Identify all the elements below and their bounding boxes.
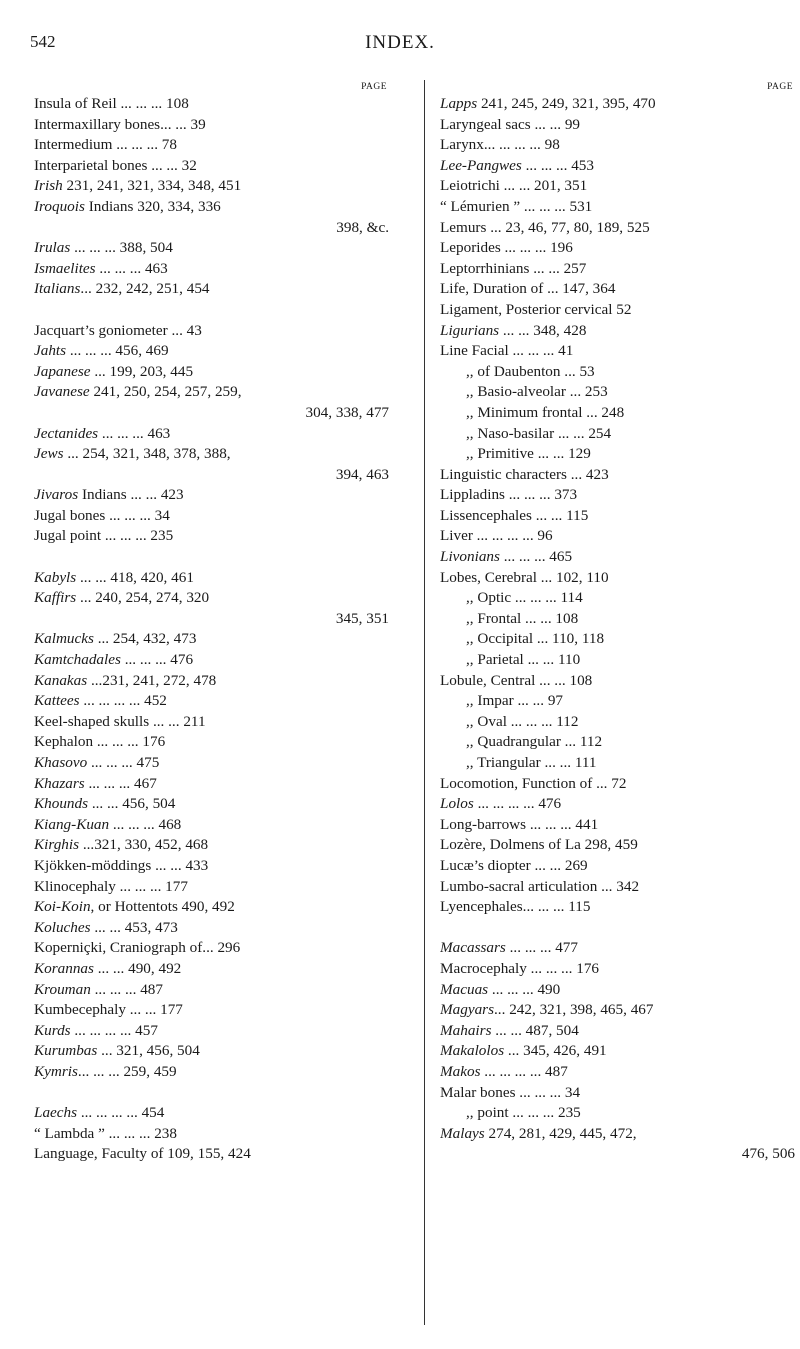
- index-entry: Lumbo-sacral articulation ... 342: [440, 877, 640, 895]
- index-entry: Kumbecephaly ... ... 177: [34, 1001, 183, 1019]
- index-entry: Macassars ... ... ... 477: [440, 939, 578, 957]
- index-entry: ,, point ... ... ... 235: [466, 1104, 581, 1122]
- index-entry: ,, of Daubenton ... 53: [466, 362, 595, 380]
- index-entry: Lissencephales ... ... 115: [440, 506, 589, 524]
- index-entry: Irulas ... ... ... 388, 504: [34, 239, 173, 257]
- index-entry: Koluches ... ... 453, 473: [34, 918, 178, 936]
- index-entry: “ Lambda ” ... ... ... 238: [34, 1124, 177, 1142]
- column-head: PAGE: [361, 82, 387, 92]
- index-entry: Malar bones ... ... ... 34: [440, 1083, 581, 1101]
- page-header: [0, 32, 800, 56]
- index-entry: Makos ... ... ... ... 487: [440, 1062, 568, 1080]
- index-entry: Lemurs ... 23, 46, 77, 80, 189, 525: [440, 218, 650, 236]
- index-entry: ,, Primitive ... ... 129: [466, 445, 591, 463]
- index-entry: Intermaxillary bones... ... 39: [34, 115, 206, 133]
- index-entry: Jivaros Indians ... ... 423: [34, 486, 184, 504]
- index-entry: Kurds ... ... ... ... 457: [34, 1021, 158, 1039]
- section-gap: [34, 300, 389, 321]
- index-entry: Lobule, Central ... ... 108: [440, 671, 593, 689]
- index-entry: ,, Parietal ... ... 110: [466, 651, 581, 669]
- index-entry: Leporides ... ... ... 196: [440, 239, 573, 257]
- index-entry: ,, Minimum frontal ... 248: [466, 403, 625, 421]
- index-entry: Line Facial ... ... ... 41: [440, 342, 574, 360]
- index-entry: Laechs ... ... ... ... 454: [34, 1104, 165, 1122]
- index-entry: Macrocephaly ... ... ... 176: [440, 959, 600, 977]
- index-entry: ,, Optic ... ... ... 114: [466, 589, 583, 607]
- index-entry: Jews ... 254, 321, 348, 378, 388,: [34, 445, 231, 463]
- index-entry: ,, Impar ... ... 97: [466, 692, 564, 710]
- index-entry: Javanese 241, 250, 254, 257, 259,: [34, 383, 242, 401]
- index-entry-continuation: 398, &c.: [336, 218, 389, 236]
- index-entry: Liver ... ... ... ... 96: [440, 527, 553, 545]
- index-entry: Larynx... ... ... ... 98: [440, 136, 560, 154]
- index-entry: ,, Triangular ... ... 111: [466, 754, 597, 771]
- running-head: INDEX.: [365, 32, 435, 53]
- index-entry: Jugal bones ... ... ... 34: [34, 506, 170, 524]
- index-entry: Kiang-Kuan ... ... ... 468: [34, 815, 182, 833]
- index-entry: Intermedium ... ... ... 78: [34, 136, 177, 154]
- index-entry: ,, Occipital ... 110, 118: [466, 630, 605, 648]
- index-entry: Mahairs ... ... 487, 504: [440, 1021, 579, 1039]
- index-entry: Kjökken-möddings ... ... 433: [34, 856, 209, 874]
- section-gap: [34, 1083, 389, 1104]
- index-entry: Interparietal bones ... ... 32: [34, 156, 197, 174]
- index-entry: Macuas ... ... ... 490: [440, 980, 561, 998]
- column-divider: [424, 80, 425, 1325]
- index-entry: “ Lémurien ” ... ... ... 531: [440, 197, 593, 215]
- index-entry: Kymris... ... ... 259, 459: [34, 1062, 177, 1080]
- section-gap: [440, 918, 795, 939]
- index-entry: Lucæ’s diopter ... ... 269: [440, 856, 588, 874]
- index-entry: Livonians ... ... ... 465: [440, 548, 573, 566]
- index-entry: Italians... 232, 242, 251, 454: [34, 280, 210, 298]
- index-entry: Jacquart’s goniometer ... 43: [34, 321, 202, 339]
- index-entry: ,, Basio-alveolar ... 253: [466, 383, 608, 401]
- index-entry: ,, Frontal ... ... 108: [466, 609, 579, 627]
- index-entry: Ligurians ... ... 348, 428: [440, 321, 587, 339]
- index-entry: Lolos ... ... ... ... 476: [440, 795, 562, 813]
- page-number: 542: [30, 32, 56, 51]
- index-entry: Lee-Pangwes ... ... ... 453: [440, 156, 594, 174]
- index-entry: Kanakas ...231, 241, 272, 478: [34, 671, 217, 689]
- index-entry: Khasovo ... ... ... 475: [34, 754, 160, 771]
- index-entry: Kurumbas ... 321, 456, 504: [34, 1042, 200, 1060]
- section-gap: [34, 547, 389, 568]
- index-entry: Koi-Koin, or Hottentots 490, 492: [34, 898, 235, 916]
- index-entry: Leiotrichi ... ... 201, 351: [440, 177, 588, 195]
- index-entry: Lyencephales... ... ... 115: [440, 898, 591, 916]
- index-entry: Magyars... 242, 321, 398, 465, 467: [440, 1001, 654, 1019]
- index-entry: Kaffirs ... 240, 254, 274, 320: [34, 589, 210, 607]
- index-entry: Klinocephaly ... ... ... 177: [34, 877, 188, 895]
- index-entry-continuation: 345, 351: [335, 609, 389, 627]
- index-entry: Keel-shaped skulls ... ... 211: [34, 712, 206, 730]
- index-entry: Insula of Reil ... ... ... 108: [34, 95, 189, 112]
- index-entry: Kirghis ...321, 330, 452, 468: [34, 836, 209, 854]
- index-entry-continuation: 304, 338, 477: [305, 403, 389, 421]
- index-entry: Krouman ... ... ... 487: [34, 980, 163, 998]
- index-entry: Lippladins ... ... ... 373: [440, 486, 578, 504]
- column-head: PAGE: [767, 82, 793, 92]
- index-entry: Ismaelites ... ... ... 463: [34, 259, 168, 277]
- index-entry: Kephalon ... ... ... 176: [34, 733, 166, 751]
- index-entry: Kattees ... ... ... ... 452: [34, 692, 167, 710]
- index-entry: Iroquois Indians 320, 334, 336: [34, 197, 221, 215]
- index-entry: Jahts ... ... ... 456, 469: [34, 342, 169, 360]
- index-entry: Laryngeal sacs ... ... 99: [440, 115, 581, 133]
- index-entry: Malays 274, 281, 429, 445, 472,: [440, 1124, 637, 1142]
- index-entry: Korannas ... ... 490, 492: [34, 959, 182, 977]
- index-entry: Ligament, Posterior cervical 52: [440, 300, 632, 318]
- index-entry: Irish 231, 241, 321, 334, 348, 451: [34, 177, 242, 195]
- index-entry: ,, Oval ... ... ... 112: [466, 712, 579, 730]
- index-entry: Locomotion, Function of ... 72: [440, 774, 627, 792]
- index-entry-continuation: 476, 506: [741, 1145, 795, 1163]
- index-entry: Khazars ... ... ... 467: [34, 774, 157, 792]
- index-entry: ,, Quadrangular ... 112: [466, 733, 603, 751]
- index-entry: Linguistic characters ... 423: [440, 465, 609, 483]
- index-entry: Jugal point ... ... ... 235: [34, 527, 174, 545]
- index-column-right: [440, 80, 795, 1165]
- index-entry: Lobes, Cerebral ... 102, 110: [440, 568, 609, 586]
- index-entry: Makalolos ... 345, 426, 491: [440, 1042, 607, 1060]
- index-entry: Kabyls ... ... 418, 420, 461: [34, 568, 194, 586]
- index-entry: Japanese ... 199, 203, 445: [34, 362, 194, 380]
- index-entry: Koperniçki, Craniograph of... 296: [34, 939, 241, 957]
- index-entry: Language, Faculty of 109, 155, 424: [34, 1145, 251, 1163]
- index-entry: Lozère, Dolmens of La 298, 459: [440, 836, 638, 854]
- index-entry: Jectanides ... ... ... 463: [34, 424, 171, 442]
- index-entry: Khounds ... ... 456, 504: [34, 795, 176, 813]
- index-entry-continuation: 394, 463: [335, 465, 389, 483]
- index-entry: Leptorrhinians ... ... 257: [440, 259, 587, 277]
- index-entry: ,, Naso-basilar ... ... 254: [466, 424, 612, 442]
- index-entry: Long-barrows ... ... ... 441: [440, 815, 599, 833]
- index-entry: Kamtchadales ... ... ... 476: [34, 651, 194, 669]
- index-column-left: [34, 80, 389, 1165]
- index-entry: Lapps 241, 245, 249, 321, 395, 470: [440, 95, 656, 112]
- index-entry: Life, Duration of ... 147, 364: [440, 280, 616, 298]
- index-entry: Kalmucks ... 254, 432, 473: [34, 630, 197, 648]
